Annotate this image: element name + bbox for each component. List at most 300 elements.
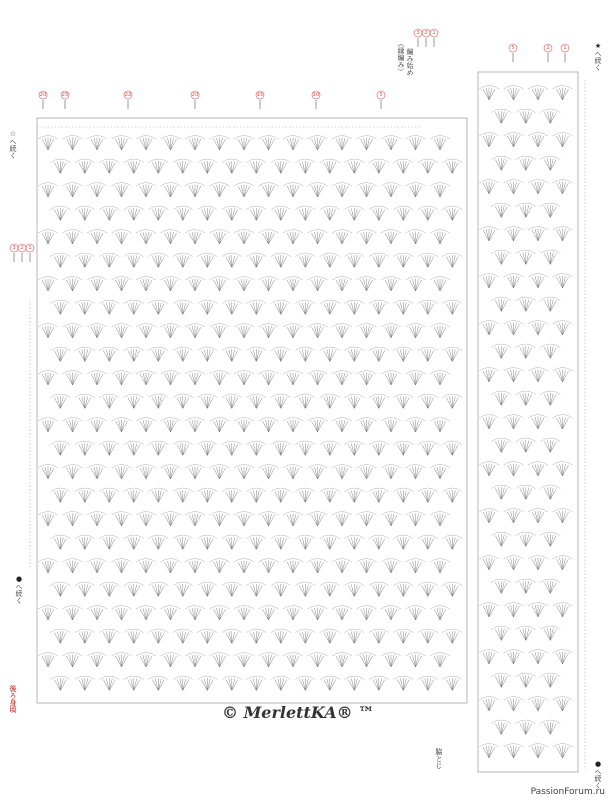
stitch-fan — [173, 347, 193, 362]
stitch-fan — [357, 512, 377, 527]
stitch-fan — [479, 603, 499, 618]
stitch-fan — [246, 206, 266, 221]
stitch-fan — [185, 653, 205, 668]
stitch-fan — [246, 535, 266, 550]
stitch-fan — [491, 156, 511, 171]
stitch-fan — [504, 368, 524, 383]
stitch-fan — [234, 418, 254, 433]
stitch-fan — [491, 203, 511, 218]
stitch-fan — [553, 321, 573, 336]
row-number: 2 — [546, 45, 550, 51]
stitch-fan — [332, 606, 352, 621]
stitch-fan — [393, 629, 413, 644]
stitch-fan — [234, 465, 254, 480]
stitch-fan — [38, 277, 58, 292]
stitch-fan — [271, 206, 291, 221]
stitch-fan — [540, 203, 560, 218]
stitch-fan — [210, 230, 230, 245]
stitch-fan — [308, 136, 328, 151]
stitch-fan — [332, 418, 352, 433]
stitch-fan — [406, 559, 426, 574]
stitch-fan — [271, 535, 291, 550]
stitch-fan — [283, 559, 303, 574]
stitch-fan — [99, 488, 119, 503]
stitch-fan — [38, 465, 58, 480]
stitch-fan — [295, 206, 315, 221]
stitch-fan — [124, 488, 144, 503]
stitch-fan — [406, 324, 426, 339]
stitch-fan — [50, 394, 70, 409]
stitch-fan — [222, 535, 242, 550]
stitch-fan — [479, 86, 499, 101]
stitch-fan — [246, 488, 266, 503]
stitch-fan — [553, 368, 573, 383]
stitch-fan — [38, 653, 58, 668]
stitch-fan — [124, 347, 144, 362]
stitch-fan — [442, 394, 462, 409]
source-credit: PassionForum.ru — [530, 787, 605, 797]
stitch-fan — [112, 277, 132, 292]
stitch-fan — [516, 250, 536, 265]
stitch-fan — [442, 441, 462, 456]
stitch-fan — [259, 136, 279, 151]
stitch-fan — [173, 535, 193, 550]
stitch-fan — [393, 253, 413, 268]
stitch-fan — [357, 277, 377, 292]
continue-right-top: ★へ続く — [594, 42, 602, 71]
stitch-fan — [246, 629, 266, 644]
stitch-fan — [234, 230, 254, 245]
stitch-fan — [553, 462, 573, 477]
stitch-fan — [442, 159, 462, 174]
stitch-fan — [516, 579, 536, 594]
stitch-fan — [406, 371, 426, 386]
stitch-fan — [136, 418, 156, 433]
stitch-fan — [479, 368, 499, 383]
stitch-fan — [283, 653, 303, 668]
stitch-fan — [246, 582, 266, 597]
stitch-fan — [381, 606, 401, 621]
stitch-fan — [295, 300, 315, 315]
stitch-fan — [430, 653, 450, 668]
stitch-fan — [320, 394, 340, 409]
stitch-fan — [259, 418, 279, 433]
stitch-fan — [136, 606, 156, 621]
stitch-fan — [369, 300, 389, 315]
stitch-fan — [50, 253, 70, 268]
stitch-fan — [308, 559, 328, 574]
stitch-fan — [491, 626, 511, 641]
stitch-fan — [99, 253, 119, 268]
stitch-fan — [540, 297, 560, 312]
stitch-fan — [528, 556, 548, 571]
stitch-fan — [234, 653, 254, 668]
stitch-fan — [136, 371, 156, 386]
row-marker — [61, 91, 69, 109]
stitch-fan — [63, 277, 83, 292]
stitch-fan — [504, 509, 524, 524]
stitch-fan — [210, 277, 230, 292]
stitch-fan — [63, 324, 83, 339]
stitch-fan — [540, 109, 560, 124]
stitch-fan — [87, 136, 107, 151]
row-number: 5 — [511, 45, 515, 51]
stitch-fan — [87, 559, 107, 574]
stitch-fan — [381, 230, 401, 245]
stitch-fan — [320, 441, 340, 456]
stitch-fan — [259, 277, 279, 292]
stitch-fan — [504, 180, 524, 195]
stitch-fan — [528, 86, 548, 101]
stitch-fan — [75, 206, 95, 221]
row-number: 1 — [432, 30, 436, 36]
stitch-fan — [148, 441, 168, 456]
stitch-fan — [357, 653, 377, 668]
stitch-fan — [99, 394, 119, 409]
stitch-fan — [553, 227, 573, 242]
stitch-fan — [173, 676, 193, 691]
stitch-fan — [295, 676, 315, 691]
stitch-fan — [295, 488, 315, 503]
stitch-fan — [259, 230, 279, 245]
stitch-fan — [99, 535, 119, 550]
stitch-fan — [283, 277, 303, 292]
continue-top-left: ☆へ続く — [9, 130, 17, 159]
stitch-fan — [197, 347, 217, 362]
row-marker — [18, 244, 26, 262]
stitch-fan — [516, 532, 536, 547]
stitch-fan — [308, 230, 328, 245]
stitch-fan — [112, 230, 132, 245]
stitch-fan — [369, 347, 389, 362]
stitch-fan — [295, 394, 315, 409]
stitch-fan — [185, 277, 205, 292]
stitch-fan — [442, 582, 462, 597]
stitch-fan — [283, 418, 303, 433]
stitch-fan — [234, 324, 254, 339]
stitch-fan — [259, 653, 279, 668]
stitch-fan — [357, 324, 377, 339]
stitch-fan — [185, 465, 205, 480]
stitch-fan — [491, 438, 511, 453]
stitch-fan — [516, 626, 536, 641]
stitch-fan — [210, 653, 230, 668]
stitch-fan — [75, 394, 95, 409]
stitch-fan — [87, 512, 107, 527]
edge-knit-label: （縁編み） — [397, 40, 405, 75]
stitch-fan — [308, 371, 328, 386]
stitch-fan — [75, 347, 95, 362]
stitch-fan — [38, 418, 58, 433]
stitch-fan — [528, 509, 548, 524]
stitch-fan — [369, 441, 389, 456]
row-number: 10 — [312, 92, 320, 98]
stitch-fan — [393, 300, 413, 315]
stitch-fan — [148, 535, 168, 550]
stitch-fan — [491, 297, 511, 312]
stitch-fan — [479, 556, 499, 571]
stitch-fan — [504, 321, 524, 336]
stitch-fan — [504, 744, 524, 759]
stitch-fan — [332, 465, 352, 480]
stitch-fan — [87, 277, 107, 292]
stitch-fan — [112, 465, 132, 480]
stitch-fan — [246, 253, 266, 268]
stitch-fan — [393, 394, 413, 409]
stitch-fan — [479, 744, 499, 759]
stitch-fan — [63, 606, 83, 621]
stitch-fan — [430, 371, 450, 386]
stitch-fan — [161, 324, 181, 339]
stitch-fan — [344, 441, 364, 456]
stitch-fan — [210, 465, 230, 480]
stitch-fan — [99, 347, 119, 362]
continue-right-bottom: ●へ続く — [594, 760, 602, 789]
stitch-fan — [504, 227, 524, 242]
stitch-fan — [516, 391, 536, 406]
stitch-fan — [283, 183, 303, 198]
stitch-fan — [173, 206, 193, 221]
stitch-fan — [442, 488, 462, 503]
row-marker — [312, 91, 320, 109]
stitch-fan — [124, 253, 144, 268]
stitch-fan — [38, 183, 58, 198]
stitch-fan — [516, 438, 536, 453]
stitch-fan — [418, 488, 438, 503]
stitch-fan — [136, 277, 156, 292]
stitch-fan — [271, 159, 291, 174]
stitch-fan — [246, 159, 266, 174]
stitch-fan — [173, 629, 193, 644]
stitch-fan — [479, 274, 499, 289]
stitch-fan — [442, 676, 462, 691]
stitch-fan — [50, 676, 70, 691]
stitch-fan — [75, 582, 95, 597]
stitch-fan — [357, 418, 377, 433]
stitch-fan — [161, 559, 181, 574]
stitch-fan — [148, 488, 168, 503]
stitch-fan — [393, 159, 413, 174]
stitch-fan — [381, 512, 401, 527]
stitch-fan — [124, 441, 144, 456]
edge-start-label: 編み始め — [406, 48, 414, 76]
stitch-fan — [344, 676, 364, 691]
stitch-fan — [393, 676, 413, 691]
stitch-fan — [332, 230, 352, 245]
stitch-fan — [344, 300, 364, 315]
stitch-fan — [418, 535, 438, 550]
stitch-fan — [344, 206, 364, 221]
stitch-fan — [63, 559, 83, 574]
stitch-fan — [112, 512, 132, 527]
stitch-fan — [210, 512, 230, 527]
stitch-fan — [185, 559, 205, 574]
stitch-fan — [63, 512, 83, 527]
stitch-fan — [393, 441, 413, 456]
stitch-fan — [540, 438, 560, 453]
stitch-fan — [50, 488, 70, 503]
stitch-fan — [528, 321, 548, 336]
stitch-fan — [320, 159, 340, 174]
stitch-fan — [112, 324, 132, 339]
stitch-fan — [161, 512, 181, 527]
stitch-fan — [197, 253, 217, 268]
stitch-fan — [99, 206, 119, 221]
stitch-fan — [504, 274, 524, 289]
stitch-fan — [173, 159, 193, 174]
stitch-fan — [308, 606, 328, 621]
stitch-fan — [148, 394, 168, 409]
stitch-fan — [222, 441, 242, 456]
stitch-fan — [222, 253, 242, 268]
stitch-fan — [148, 347, 168, 362]
stitch-fan — [38, 324, 58, 339]
stitch-fan — [38, 606, 58, 621]
stitch-fan — [234, 606, 254, 621]
stitch-fan — [234, 183, 254, 198]
stitch-fan — [442, 629, 462, 644]
stitch-fan — [332, 277, 352, 292]
stitch-fan — [393, 535, 413, 550]
stitch-fan — [63, 136, 83, 151]
stitch-fan — [418, 394, 438, 409]
stitch-fan — [406, 136, 426, 151]
stitch-fan — [259, 559, 279, 574]
stitch-fan — [161, 371, 181, 386]
stitch-fan — [479, 415, 499, 430]
stitch-fan — [234, 559, 254, 574]
stitch-fan — [197, 488, 217, 503]
stitch-fan — [50, 629, 70, 644]
stitch-fan — [283, 324, 303, 339]
row-number: 15 — [256, 92, 264, 98]
stitch-fan — [516, 720, 536, 735]
stitch-fan — [161, 183, 181, 198]
stitch-fan — [479, 321, 499, 336]
stitch-fan — [504, 86, 524, 101]
stitch-fan — [332, 183, 352, 198]
stitch-fan — [308, 465, 328, 480]
stitch-fan — [124, 206, 144, 221]
row-number: 3 — [416, 30, 420, 36]
stitch-fan — [357, 465, 377, 480]
stitch-fan — [112, 183, 132, 198]
stitch-fan — [369, 676, 389, 691]
stitch-fan — [320, 300, 340, 315]
stitch-fan — [197, 394, 217, 409]
stitch-fan — [136, 512, 156, 527]
stitch-fan — [173, 253, 193, 268]
stitch-fan — [504, 462, 524, 477]
stitch-fan — [63, 465, 83, 480]
stitch-fan — [320, 535, 340, 550]
stitch-fan — [87, 418, 107, 433]
stitch-fan — [259, 371, 279, 386]
stitch-fan — [491, 532, 511, 547]
stitch-fan — [357, 559, 377, 574]
stitch-fan — [112, 653, 132, 668]
stitch-fan — [393, 206, 413, 221]
stitch-fan — [136, 183, 156, 198]
stitch-fan — [491, 250, 511, 265]
stitch-fan — [369, 206, 389, 221]
stitch-fan — [295, 441, 315, 456]
row-marker — [26, 244, 34, 262]
stitch-fan — [528, 415, 548, 430]
stitch-fan — [418, 441, 438, 456]
stitch-fan — [112, 371, 132, 386]
stitch-fan — [75, 676, 95, 691]
stitch-fan — [369, 253, 389, 268]
stitch-fan — [136, 230, 156, 245]
row-number: 22 — [124, 92, 132, 98]
stitch-fan — [320, 253, 340, 268]
stitch-fan — [528, 227, 548, 242]
stitch-fan — [148, 629, 168, 644]
stitch-fan — [161, 606, 181, 621]
row-number: 2 — [424, 30, 428, 36]
stitch-fan — [161, 465, 181, 480]
stitch-fan — [283, 371, 303, 386]
stitch-fan — [136, 653, 156, 668]
stitch-fan — [75, 629, 95, 644]
stitch-fan — [516, 297, 536, 312]
stitch-fan — [50, 159, 70, 174]
stitch-fan — [479, 180, 499, 195]
stitch-fan — [516, 485, 536, 500]
row-number: 1 — [563, 45, 567, 51]
stitch-fan — [381, 183, 401, 198]
stitch-fan — [479, 650, 499, 665]
stitch-fan — [50, 347, 70, 362]
stitch-fan — [553, 744, 573, 759]
stitch-fan — [540, 391, 560, 406]
stitch-fan — [344, 347, 364, 362]
stitch-fan — [124, 582, 144, 597]
stitch-fan — [406, 653, 426, 668]
stitch-fan — [528, 744, 548, 759]
stitch-fan — [504, 133, 524, 148]
stitch-fan — [479, 227, 499, 242]
row-marker — [544, 44, 552, 62]
stitch-fan — [406, 465, 426, 480]
stitch-fan — [124, 159, 144, 174]
stitch-fan — [38, 559, 58, 574]
stitch-fan — [381, 418, 401, 433]
stitch-fan — [308, 183, 328, 198]
stitch-fan — [161, 230, 181, 245]
row-marker — [10, 244, 18, 262]
stitch-fan — [87, 230, 107, 245]
continue-left-mid: ●へ続く — [15, 575, 23, 604]
stitch-fan — [393, 488, 413, 503]
stitch-fan — [210, 136, 230, 151]
stitch-fan — [553, 509, 573, 524]
stitch-fan — [234, 371, 254, 386]
stitch-fan — [295, 159, 315, 174]
stitch-fan — [197, 159, 217, 174]
stitch-fan — [540, 344, 560, 359]
stitch-fan — [161, 277, 181, 292]
seam-label: 脇とじ — [435, 748, 443, 769]
stitch-fan — [271, 629, 291, 644]
stitch-fan — [124, 676, 144, 691]
stitch-fan — [504, 415, 524, 430]
stitch-fan — [246, 394, 266, 409]
stitch-fan — [295, 535, 315, 550]
stitch-fan — [38, 230, 58, 245]
stitch-fan — [442, 300, 462, 315]
